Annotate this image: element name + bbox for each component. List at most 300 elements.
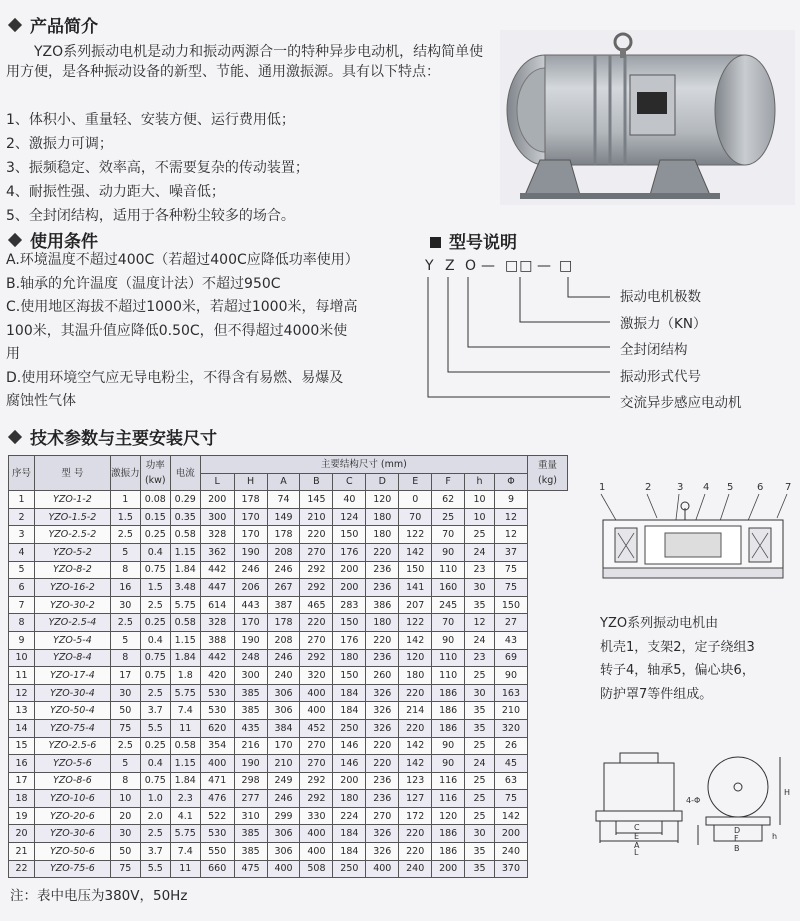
table-cell: YZO-50-4	[34, 702, 110, 720]
model-legend	[620, 284, 742, 417]
table-cell: 26	[495, 737, 528, 755]
table-cell: 10	[110, 790, 140, 808]
model-code-z: Z	[445, 258, 456, 274]
specs-heading: 技术参数与主要安装尺寸	[10, 424, 217, 449]
table-cell: 19	[9, 807, 35, 825]
table-cell: 240	[267, 667, 300, 685]
table-cell: 387	[267, 596, 300, 614]
table-cell: 24	[465, 543, 495, 561]
table-cell: 30	[110, 596, 140, 614]
table-cell: 17	[9, 772, 35, 790]
table-cell: 370	[495, 860, 528, 878]
table-cell: 214	[399, 702, 432, 720]
table-cell: 270	[366, 807, 399, 825]
table-cell: 141	[399, 579, 432, 597]
table-cell: 75	[495, 579, 528, 597]
table-cell: 0.4	[140, 631, 170, 649]
table-cell: 306	[267, 702, 300, 720]
table-row	[9, 737, 568, 755]
col-dim: E	[399, 473, 432, 491]
table-cell: 5	[110, 543, 140, 561]
legend-item: 激振力（KN）	[620, 315, 707, 332]
intro-paragraph: YZO系列振动电机是动力和振动两源合一的特种异步电动机，结构简单使用方便，是各种振动设备的新型、节能、通用激振源。具有以下特点：	[6, 44, 484, 80]
table-cell: 30	[110, 825, 140, 843]
table-cell: 110	[432, 667, 465, 685]
col-seq: 序号	[9, 456, 35, 491]
col-dim: C	[333, 473, 366, 491]
table-cell: 30	[465, 579, 495, 597]
table-cell: 240	[399, 860, 432, 878]
table-cell: 400	[300, 684, 333, 702]
table-cell: 0.75	[140, 772, 170, 790]
table-note: 注：表中电压为380V，50Hz	[10, 888, 188, 904]
table-cell: 172	[399, 807, 432, 825]
table-cell: YZO-2.5-2	[34, 526, 110, 544]
table-cell: 110	[432, 649, 465, 667]
table-cell: 25	[465, 807, 495, 825]
composition-line: YZO系列振动电机由	[600, 616, 719, 631]
table-cell: 326	[366, 825, 399, 843]
table-cell: 3.48	[170, 579, 200, 597]
table-cell: 43	[495, 631, 528, 649]
table-cell: 2.5	[110, 526, 140, 544]
table-cell: 236	[366, 649, 399, 667]
table-cell: 2.5	[110, 614, 140, 632]
table-cell: 270	[300, 737, 333, 755]
table-cell: 400	[300, 843, 333, 861]
table-cell: 0.25	[140, 526, 170, 544]
table-cell: 186	[432, 684, 465, 702]
table-cell: 178	[267, 614, 300, 632]
part-number-label: 5	[727, 482, 734, 493]
square-bullet-icon	[430, 237, 441, 248]
table-cell: 0.58	[170, 614, 200, 632]
table-row	[9, 631, 568, 649]
table-row	[9, 561, 568, 579]
table-cell: 250	[333, 719, 366, 737]
model-legend-lines	[420, 275, 620, 405]
table-cell: 150	[333, 667, 366, 685]
table-cell: 11	[170, 860, 200, 878]
table-row	[9, 508, 568, 526]
table-cell: 184	[333, 825, 366, 843]
table-row	[9, 491, 568, 509]
table-cell: 1.15	[170, 755, 200, 773]
table-row	[9, 596, 568, 614]
table-cell: 400	[300, 825, 333, 843]
table-cell: 186	[432, 719, 465, 737]
table-cell: 400	[366, 860, 399, 878]
dimension-letter: F	[734, 834, 739, 843]
table-cell: 23	[465, 561, 495, 579]
table-cell: 246	[267, 561, 300, 579]
col-current: 电流	[170, 456, 200, 491]
col-dim: L	[200, 473, 234, 491]
table-cell: 400	[300, 702, 333, 720]
col-power: 功率 (kw)	[140, 456, 170, 491]
table-cell: 15	[9, 737, 35, 755]
composition-text	[600, 612, 755, 706]
table-cell: 142	[399, 543, 432, 561]
table-cell: 200	[333, 561, 366, 579]
table-cell: 246	[234, 561, 267, 579]
legend-item: 振动电机极数	[620, 289, 701, 305]
cross-section-diagram	[585, 478, 795, 598]
table-cell: 2	[9, 508, 35, 526]
dimension-letter: 4-Φ	[686, 796, 701, 805]
table-cell: 186	[432, 825, 465, 843]
col-dim: F	[432, 473, 465, 491]
table-cell: 292	[300, 649, 333, 667]
table-cell: 1.5	[110, 508, 140, 526]
table-row	[9, 719, 568, 737]
dimension-letter: H	[784, 788, 791, 797]
motor-photo	[500, 30, 795, 205]
table-cell: 25	[465, 772, 495, 790]
table-row	[9, 807, 568, 825]
col-force: 激振力	[110, 456, 140, 491]
table-cell: 69	[495, 649, 528, 667]
table-cell: 270	[300, 543, 333, 561]
table-cell: 3.7	[140, 843, 170, 861]
table-cell: 236	[366, 561, 399, 579]
table-cell: YZO-16-2	[34, 579, 110, 597]
table-cell: 0.75	[140, 561, 170, 579]
table-cell: 27	[495, 614, 528, 632]
table-cell: 384	[267, 719, 300, 737]
table-cell: 9	[9, 631, 35, 649]
table-cell: 25	[465, 737, 495, 755]
table-cell: 120	[366, 491, 399, 509]
spec-table	[8, 455, 568, 878]
table-cell: 245	[432, 596, 465, 614]
table-cell: 180	[399, 667, 432, 685]
table-cell: YZO-17-4	[34, 667, 110, 685]
table-cell: 142	[495, 807, 528, 825]
table-cell: 150	[399, 561, 432, 579]
table-cell: 190	[234, 755, 267, 773]
table-cell: 180	[333, 790, 366, 808]
table-cell: 11	[170, 719, 200, 737]
table-cell: 90	[432, 543, 465, 561]
table-cell: 8	[110, 772, 140, 790]
table-cell: 75	[495, 790, 528, 808]
table-cell: 120	[432, 807, 465, 825]
table-cell: YZO-5-4	[34, 631, 110, 649]
table-cell: 471	[200, 772, 234, 790]
table-cell: 0.58	[170, 526, 200, 544]
table-cell: 220	[399, 719, 432, 737]
table-row	[9, 702, 568, 720]
table-cell: 180	[366, 614, 399, 632]
table-cell: 37	[495, 543, 528, 561]
table-cell: 149	[267, 508, 300, 526]
condition-item: C.使用地区海拔不超过1000米，若超过1000米，每增高	[6, 299, 358, 315]
table-cell: 246	[267, 790, 300, 808]
table-cell: 17	[110, 667, 140, 685]
table-cell: 320	[300, 667, 333, 685]
table-cell: 292	[300, 790, 333, 808]
table-cell: YZO-8-6	[34, 772, 110, 790]
table-cell: 20	[110, 807, 140, 825]
table-cell: 1.84	[170, 561, 200, 579]
table-cell: 170	[267, 737, 300, 755]
table-cell: 452	[300, 719, 333, 737]
table-cell: 328	[200, 526, 234, 544]
table-row	[9, 579, 568, 597]
table-cell: 330	[300, 807, 333, 825]
table-cell: 200	[333, 579, 366, 597]
table-cell: 200	[495, 825, 528, 843]
table-cell: 25	[465, 526, 495, 544]
model-code-box: □	[559, 258, 574, 274]
table-cell: 120	[399, 649, 432, 667]
table-cell: 24	[465, 631, 495, 649]
table-cell: 0.75	[140, 667, 170, 685]
table-cell: 354	[200, 737, 234, 755]
table-cell: 170	[234, 508, 267, 526]
table-cell: 220	[366, 631, 399, 649]
table-cell: 306	[267, 684, 300, 702]
table-cell: 362	[200, 543, 234, 561]
table-cell: 150	[333, 526, 366, 544]
table-cell: 186	[432, 843, 465, 861]
table-cell: 25	[432, 508, 465, 526]
diamond-bullet-icon	[8, 18, 22, 32]
table-cell: 190	[234, 543, 267, 561]
model-code-dash: —	[481, 258, 496, 274]
table-cell: 270	[300, 631, 333, 649]
table-cell: 50	[110, 702, 140, 720]
table-cell: 2.5	[110, 737, 140, 755]
table-cell: 142	[399, 631, 432, 649]
table-cell: 326	[366, 702, 399, 720]
table-cell: 5	[110, 631, 140, 649]
table-cell: 25	[465, 667, 495, 685]
table-row	[9, 860, 568, 878]
col-dim: B	[300, 473, 333, 491]
table-cell: 385	[234, 825, 267, 843]
table-cell: 2.5	[140, 684, 170, 702]
table-cell: 5	[9, 561, 35, 579]
table-cell: 116	[432, 790, 465, 808]
table-cell: 5.75	[170, 825, 200, 843]
table-row	[9, 667, 568, 685]
table-cell: 306	[267, 825, 300, 843]
table-cell: 35	[465, 843, 495, 861]
table-cell: 299	[267, 807, 300, 825]
table-cell: 75	[110, 860, 140, 878]
table-cell: 0.15	[140, 508, 170, 526]
table-cell: 3.7	[140, 702, 170, 720]
model-code-y: Y	[425, 258, 435, 274]
table-cell: 35	[465, 860, 495, 878]
table-cell: 14	[9, 719, 35, 737]
dimension-letter: D	[734, 826, 741, 835]
table-cell: 178	[267, 526, 300, 544]
table-cell: 90	[432, 755, 465, 773]
legend-item: 全封闭结构	[620, 342, 688, 358]
table-cell: 178	[234, 491, 267, 509]
table-cell: 12	[495, 508, 528, 526]
table-cell: 8	[9, 614, 35, 632]
col-dim: h	[465, 473, 495, 491]
col-dim: Φ	[495, 473, 528, 491]
condition-item: A.环境温度不超过400C（若超过400C应降低功率使用）	[6, 252, 359, 268]
table-cell: 150	[495, 596, 528, 614]
table-cell: YZO-50-6	[34, 843, 110, 861]
col-model: 型 号	[34, 456, 110, 491]
table-cell: 10	[465, 508, 495, 526]
table-cell: YZO-2.5-6	[34, 737, 110, 755]
spec-table-body	[9, 491, 568, 878]
table-cell: 5	[110, 755, 140, 773]
table-cell: 240	[495, 843, 528, 861]
table-cell: 184	[333, 684, 366, 702]
table-cell: YZO-8-4	[34, 649, 110, 667]
condition-item: 腐蚀性气体	[6, 393, 76, 409]
table-cell: 220	[399, 825, 432, 843]
table-cell: 2.5	[140, 825, 170, 843]
table-row	[9, 825, 568, 843]
table-cell: 12	[495, 526, 528, 544]
table-cell: 1.8	[170, 667, 200, 685]
table-cell: 530	[200, 684, 234, 702]
table-cell: YZO-1-2	[34, 491, 110, 509]
table-cell: 442	[200, 649, 234, 667]
table-cell: 50	[110, 843, 140, 861]
table-cell: 1	[110, 491, 140, 509]
table-cell: 298	[234, 772, 267, 790]
table-cell: 6	[9, 579, 35, 597]
table-cell: 236	[366, 772, 399, 790]
feature-item: 2、激振力可调；	[6, 136, 113, 152]
table-cell: 11	[9, 667, 35, 685]
table-cell: 1.15	[170, 543, 200, 561]
col-dims-group: 主要结构尺寸 (mm)	[200, 456, 527, 474]
dimension-letter: C	[634, 823, 640, 832]
table-cell: 8	[110, 649, 140, 667]
table-cell: 122	[399, 614, 432, 632]
table-cell: 400	[267, 860, 300, 878]
table-cell: 0.35	[170, 508, 200, 526]
table-cell: YZO-75-4	[34, 719, 110, 737]
table-cell: YZO-1.5-2	[34, 508, 110, 526]
table-cell: 9	[495, 491, 528, 509]
table-cell: 160	[432, 579, 465, 597]
table-cell: 435	[234, 719, 267, 737]
table-cell: 142	[399, 755, 432, 773]
table-cell: 400	[200, 755, 234, 773]
table-cell: 184	[333, 843, 366, 861]
table-cell: 277	[234, 790, 267, 808]
table-cell: 180	[333, 649, 366, 667]
table-cell: 70	[432, 614, 465, 632]
table-cell: 220	[399, 684, 432, 702]
table-cell: 3	[9, 526, 35, 544]
table-row	[9, 649, 568, 667]
table-cell: 110	[432, 561, 465, 579]
table-cell: 70	[399, 508, 432, 526]
table-cell: 145	[300, 491, 333, 509]
table-cell: 220	[366, 737, 399, 755]
table-cell: 292	[300, 579, 333, 597]
col-weight: 重量 (kg)	[527, 456, 567, 491]
table-cell: 0	[399, 491, 432, 509]
table-cell: 465	[300, 596, 333, 614]
table-cell: 13	[9, 702, 35, 720]
dimension-letter: A	[634, 841, 640, 850]
table-cell: 210	[300, 508, 333, 526]
composition-line: 转子4，轴承5，偏心块6，	[600, 663, 755, 678]
table-cell: 386	[366, 596, 399, 614]
table-row	[9, 543, 568, 561]
table-cell: 1.0	[140, 790, 170, 808]
table-cell: 442	[200, 561, 234, 579]
table-cell: YZO-5-6	[34, 755, 110, 773]
table-cell: 146	[333, 737, 366, 755]
model-code-boxes: □□	[505, 258, 534, 274]
table-cell: 385	[234, 684, 267, 702]
table-row	[9, 790, 568, 808]
table-cell: 328	[200, 614, 234, 632]
table-cell: 326	[366, 719, 399, 737]
dimension-letter: B	[734, 844, 740, 853]
table-cell: 70	[432, 526, 465, 544]
table-cell: YZO-30-4	[34, 684, 110, 702]
table-cell: 7.4	[170, 843, 200, 861]
table-cell: 220	[366, 755, 399, 773]
part-number-label: 4	[703, 482, 710, 493]
condition-item: B.轴承的允许温度（温度计法）不超过950C	[6, 275, 281, 292]
table-cell: YZO-30-6	[34, 825, 110, 843]
table-cell: 4.1	[170, 807, 200, 825]
table-cell: 530	[200, 702, 234, 720]
table-row	[9, 755, 568, 773]
table-cell: 210	[267, 755, 300, 773]
table-cell: 90	[432, 631, 465, 649]
table-cell: 21	[9, 843, 35, 861]
table-cell: 35	[465, 719, 495, 737]
table-cell: 190	[234, 631, 267, 649]
table-cell: 0.75	[140, 649, 170, 667]
table-cell: 310	[234, 807, 267, 825]
table-cell: 23	[465, 649, 495, 667]
table-cell: 267	[267, 579, 300, 597]
table-cell: 75	[110, 719, 140, 737]
table-cell: 45	[495, 755, 528, 773]
table-row	[9, 772, 568, 790]
table-cell: 10	[465, 491, 495, 509]
composition-line: 防护罩7等件组成。	[600, 686, 713, 702]
table-cell: 306	[267, 843, 300, 861]
table-cell: 0.58	[170, 737, 200, 755]
table-cell: 208	[267, 543, 300, 561]
table-cell: 20	[9, 825, 35, 843]
table-cell: 0.25	[140, 614, 170, 632]
feature-item: 4、耐振性强、动力距大、噪音低；	[6, 184, 225, 200]
table-row	[9, 526, 568, 544]
table-cell: YZO-20-6	[34, 807, 110, 825]
table-cell: 35	[465, 596, 495, 614]
table-cell: 1.84	[170, 649, 200, 667]
table-cell: 1.84	[170, 772, 200, 790]
part-number-label: 2	[645, 482, 652, 493]
intro-heading: 产品简介	[10, 12, 98, 37]
table-row	[9, 843, 568, 861]
table-cell: 236	[366, 790, 399, 808]
feature-item: 1、体积小、重量轻、安装方便、运行费用低；	[6, 112, 295, 128]
